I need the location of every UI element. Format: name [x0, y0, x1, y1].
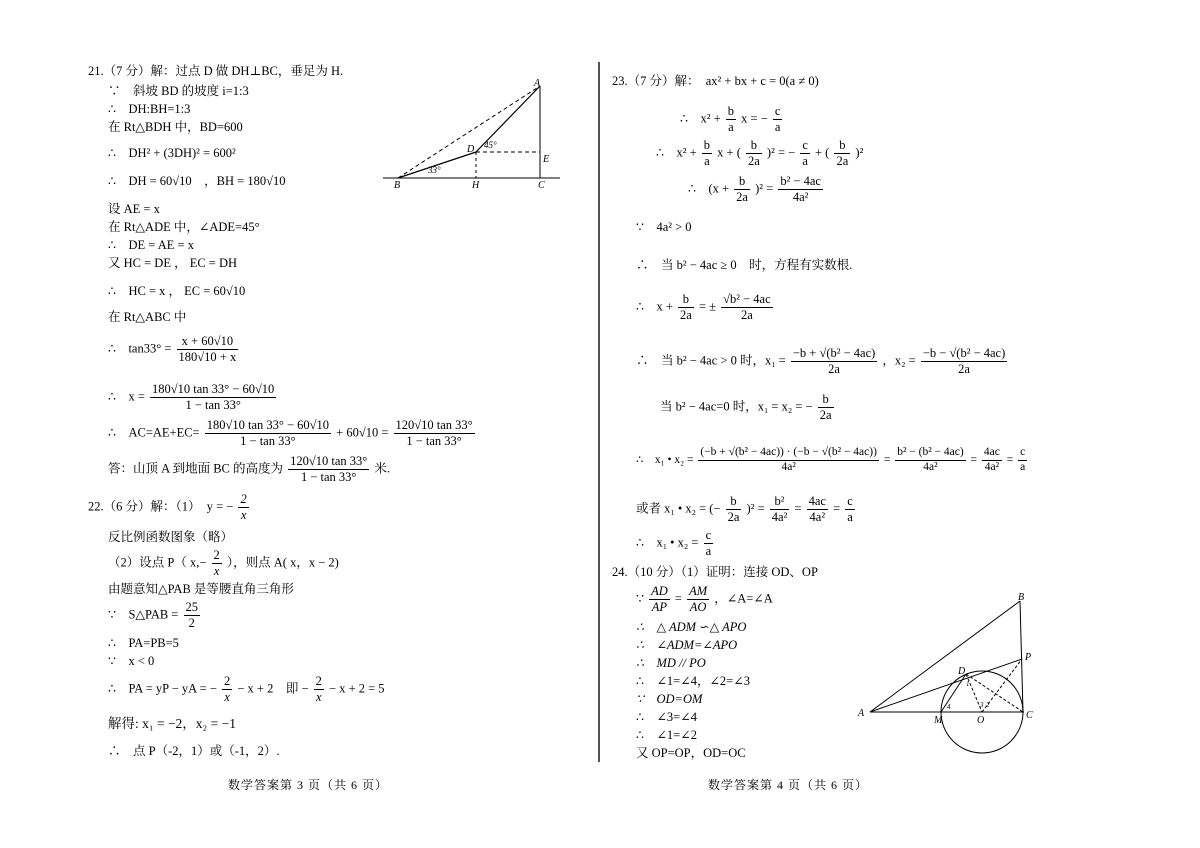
fraction: $\frac{AD}{AP}$	[651, 584, 668, 614]
fraction: $\frac{b}{a}$	[727, 104, 735, 134]
fraction: $\frac{AM}{AO}$	[689, 584, 708, 614]
q24-line8: ∴ ∠1=∠2	[636, 728, 697, 742]
q21-line10: ∴ HC = x ， EC = 60√10	[108, 284, 246, 298]
q23-line11: ∴ x₁ • x₂ = $\frac{c}{a}$	[636, 528, 712, 558]
q22-line4: ∵ S△PAB = $\frac{25}{2}$	[108, 600, 198, 630]
q21-answer: 答：山顶 A 到地面 BC 的高度为 $\frac{120√10 \tan 33^\circ}{1 - \tan 33^\circ}$ 米.	[108, 454, 391, 484]
fraction: $\frac{\text{b² − (b² − 4ac)}}{\text{4a²}}$	[897, 446, 964, 473]
q21-line2: ∴ DH:BH=1:3	[108, 102, 191, 116]
page-footer-left: 数学答案第 3 页（共 6 页）	[228, 778, 389, 792]
q21-line8: ∴ DE = AE = x	[108, 238, 194, 252]
q21-line3: 在 Rt△BDH 中，BD=600	[108, 120, 243, 134]
q21-line1: ∵ 斜坡 BD 的坡度 i=1:3	[108, 84, 249, 98]
page-footer-right: 数学答案第 4 页（共 6 页）	[708, 778, 869, 792]
left-column	[0, 0, 596, 848]
fraction: $\frac{b}{2a}$	[836, 138, 849, 168]
label-A: A	[534, 78, 541, 89]
fraction: $\frac{2}{x}$	[315, 674, 322, 704]
q22-line7: ∴ PA = yP − yA = − $\frac{2}{x}$ − x + 2 即 − $\frac{2}{x}$ − x + 2 = 5	[108, 674, 385, 704]
fraction: $\frac{c}{a}$	[802, 138, 808, 168]
fraction: $\frac{c}{a}$	[774, 104, 781, 134]
q23-line7: ∴ 当 b² − 4ac > 0 时，x₁ = $\frac{\text{−b + √(b² − 4ac)}}{2a}$ ，x₂ = $\frac{\text{−b − √(b² − 4ac)}}{2a}$	[636, 346, 1006, 376]
fraction: $\frac{c}{a}$	[1020, 446, 1026, 473]
q21-line11: 在 Rt△ABC 中	[108, 310, 187, 324]
label-O: O	[977, 715, 985, 726]
label-M: M	[934, 715, 943, 726]
q23-line1: ∴ x² + $\frac{b}{a}$ x = − $\frac{c}{a}$	[680, 104, 781, 134]
q24-line7: ∴ ∠3=∠4	[636, 710, 697, 724]
q22-line9: ∴ 点 P（-2，1）或（-1，2）.	[108, 744, 280, 758]
fraction: $\frac{2}{x}$	[224, 674, 231, 704]
fraction: $\frac{x + 60√10}{180√10 + x}$	[178, 334, 237, 364]
fraction: $\frac{\text{b² − 4ac}}{\text{4a²}}$	[780, 174, 821, 204]
label-B: B	[1018, 592, 1025, 603]
angle-33: 33°	[428, 165, 441, 175]
q21-heading: 21.（7 分）解：过点 D 做 DH⊥BC，垂足为 H.	[88, 64, 344, 78]
q21-line4: ∴ DH² + (3DH)² = 600²	[108, 146, 236, 160]
q24-line5: ∴ ∠1=∠4，∠2=∠3	[636, 674, 750, 688]
angle-45: 45°	[484, 140, 497, 150]
fraction: $\frac{b}{2a}$	[680, 292, 692, 322]
label-B: B	[394, 180, 401, 191]
fraction: $\frac{\text{−b + √(b² − 4ac)}}{2a}$	[792, 346, 876, 376]
fraction: $\frac{c}{a}$	[847, 494, 853, 524]
q22-line6: ∵ x < 0	[108, 654, 155, 668]
fraction: $\frac{\text{b²}}{\text{4a²}}$	[771, 494, 788, 524]
fraction: $\frac{b}{2a}$	[747, 138, 760, 168]
q21-line7: 在 Rt△ADE 中，∠ADE=45°	[108, 220, 260, 234]
label-D: D	[467, 144, 475, 155]
fraction: $\frac{b}{2a}$	[736, 174, 748, 204]
q24-circle-figure	[852, 590, 1038, 762]
q21-ac-equation: ∴ AC=AE+EC= $\frac{180√10 \tan 33^\circ - 60√10}{1 - \tan 33^\circ}$ + 60√10 = $\frac{120√10 \tan 33^\circ}{1 - \tan 33^\circ}$	[108, 418, 473, 448]
fraction: $\frac{4ac}{\text{4a²}}$	[983, 446, 1000, 473]
fraction: $\frac{b}{2a}$	[819, 392, 832, 422]
q23-line5: ∴ 当 b² − 4ac ≥ 0 时，方程有实数根.	[636, 258, 853, 272]
fraction: $\frac{\text{√b² − 4ac}}{2a}$	[723, 292, 771, 322]
q23-line8: 当 b² − 4ac=0 时，x₁ = x₂ = − $\frac{b}{2a}$	[660, 392, 832, 422]
q22-line3: 由题意知△PAB 是等腰直角三角形	[108, 582, 294, 596]
q22-line2: （2）设点 P（ x,− $\frac{2}{x}$ ），则点 A( x，x − 2)	[108, 548, 339, 578]
q21-triangle-figure	[378, 74, 568, 192]
q23-line2: ∴ x² + $\frac{b}{a}$ x + ( $\frac{b}{2a}$ )² = − $\frac{c}{a}$ + ( $\frac{b}{2a}$ )²	[656, 138, 864, 168]
angle-4: 4	[947, 703, 951, 711]
q23-line6: ∴ x + $\frac{b}{2a}$ = ± $\frac{\text{√b² − 4ac}}{2a}$	[636, 292, 771, 322]
fraction: $\frac{b}{2a}$	[727, 494, 740, 524]
fraction: $\frac{2}{x}$	[240, 492, 247, 522]
q23-line10: 或者 x₁ • x₂ = (− $\frac{b}{2a}$ )² = $\frac{\text{b²}}{\text{4a²}}$ = $\frac{4ac}{\text{4a²}}$ = $\frac{c}{a}$	[636, 494, 853, 524]
q23-line4: ∵ 4a² > 0	[636, 220, 692, 234]
q23-heading: 23.（7 分）解： ax² + bx + c = 0(a ≠ 0)	[612, 74, 819, 88]
q24-line9: 又 OP=OP，OD=OC	[636, 746, 746, 760]
right-column	[600, 0, 1200, 848]
q21-x-equation: ∴ x = $\frac{180√10 \tan 33^\circ - 60√10}{1 - \tan 33^\circ}$	[108, 382, 275, 412]
fraction: $\frac{4ac}{\text{4a²}}$	[808, 494, 826, 524]
q22-line8: 解得: x₁ = −2，x₂ = −1	[108, 716, 236, 731]
q23-line9: ∴ x₁ • x₂ = $\frac{\text{(−b + √(b² − 4ac)) · (−b − √(b² − 4ac))}}{\text{4a²}}$ = $\frac{\text{b² − (b² − 4ac)}}{\text{4a²}}$ = $\frac{4ac}{\text{4a²}}$ = $\frac{c}{a}$	[636, 446, 1026, 473]
q21-line5: ∴ DH = 60√10 ，BH = 180√10	[108, 174, 286, 188]
fraction: $\frac{180√10 \tan 33^\circ - 60√10}{1 - \tan 33^\circ}$	[152, 382, 275, 412]
q24-line4: ∴ MD // PO	[636, 656, 706, 670]
q23-line3: ∴ (x + $\frac{b}{2a}$ )² = $\frac{\text{b² − 4ac}}{\text{4a²}}$	[688, 174, 821, 204]
q21-tan-equation: ∴ tan33° = $\frac{x + 60√10}{180√10 + x}$	[108, 334, 237, 364]
q24-line3: ∴ ∠ADM=∠APO	[636, 638, 738, 652]
q22-line1: 反比例函数图象（略）	[108, 530, 234, 544]
label-C: C	[538, 180, 545, 191]
fraction: $\frac{180√10 \tan 33^\circ - 60√10}{1 - \tan 33^\circ}$	[206, 418, 330, 448]
label-E: E	[543, 154, 550, 165]
fraction: $\frac{120√10 \tan 33^\circ}{1 - \tan 33^\circ}$	[395, 418, 473, 448]
label-P: P	[1025, 652, 1032, 663]
fraction: $\frac{25}{2}$	[185, 600, 198, 630]
q24-line6: ∵ OD=OM	[636, 692, 703, 706]
fraction: $\frac{b}{a}$	[703, 138, 711, 168]
label-A: A	[858, 708, 865, 719]
label-D: D	[958, 666, 966, 677]
q24-line1: ∵ $\frac{AD}{AP}$ = $\frac{AM}{AO}$ ，∠A=∠A	[636, 584, 773, 614]
q24-line2: ∴ △ ADM ∽△ APO	[636, 620, 747, 634]
fraction: $\frac{\text{−b − √(b² − 4ac)}}{2a}$	[922, 346, 1006, 376]
angle-2: 2	[986, 701, 990, 709]
label-C: C	[1026, 710, 1033, 721]
q21-line9: 又 HC = DE ， EC = DH	[108, 256, 238, 270]
fraction: $\frac{\text{(−b + √(b² − 4ac)) · (−b − √(b² − 4ac))}}{\text{4a²}}$	[700, 446, 877, 473]
q24-heading: 24.（10 分）（1）证明：连接 OD、OP	[612, 565, 818, 579]
angle-3: 3	[980, 701, 984, 709]
q22-line5: ∴ PA=PB=5	[108, 636, 179, 650]
q22-heading: 22.（6 分）解：（1） y = − $\frac{2}{x}$	[88, 492, 247, 522]
label-H: H	[472, 180, 480, 191]
angle-1: 1	[966, 680, 970, 688]
fraction: $\frac{120√10 \tan 33^\circ}{1 - \tan 33^\circ}$	[290, 454, 368, 484]
fraction: $\frac{c}{a}$	[705, 528, 712, 558]
fraction: $\frac{2}{x}$	[213, 548, 220, 578]
q21-line6: 设 AE = x	[108, 202, 160, 216]
